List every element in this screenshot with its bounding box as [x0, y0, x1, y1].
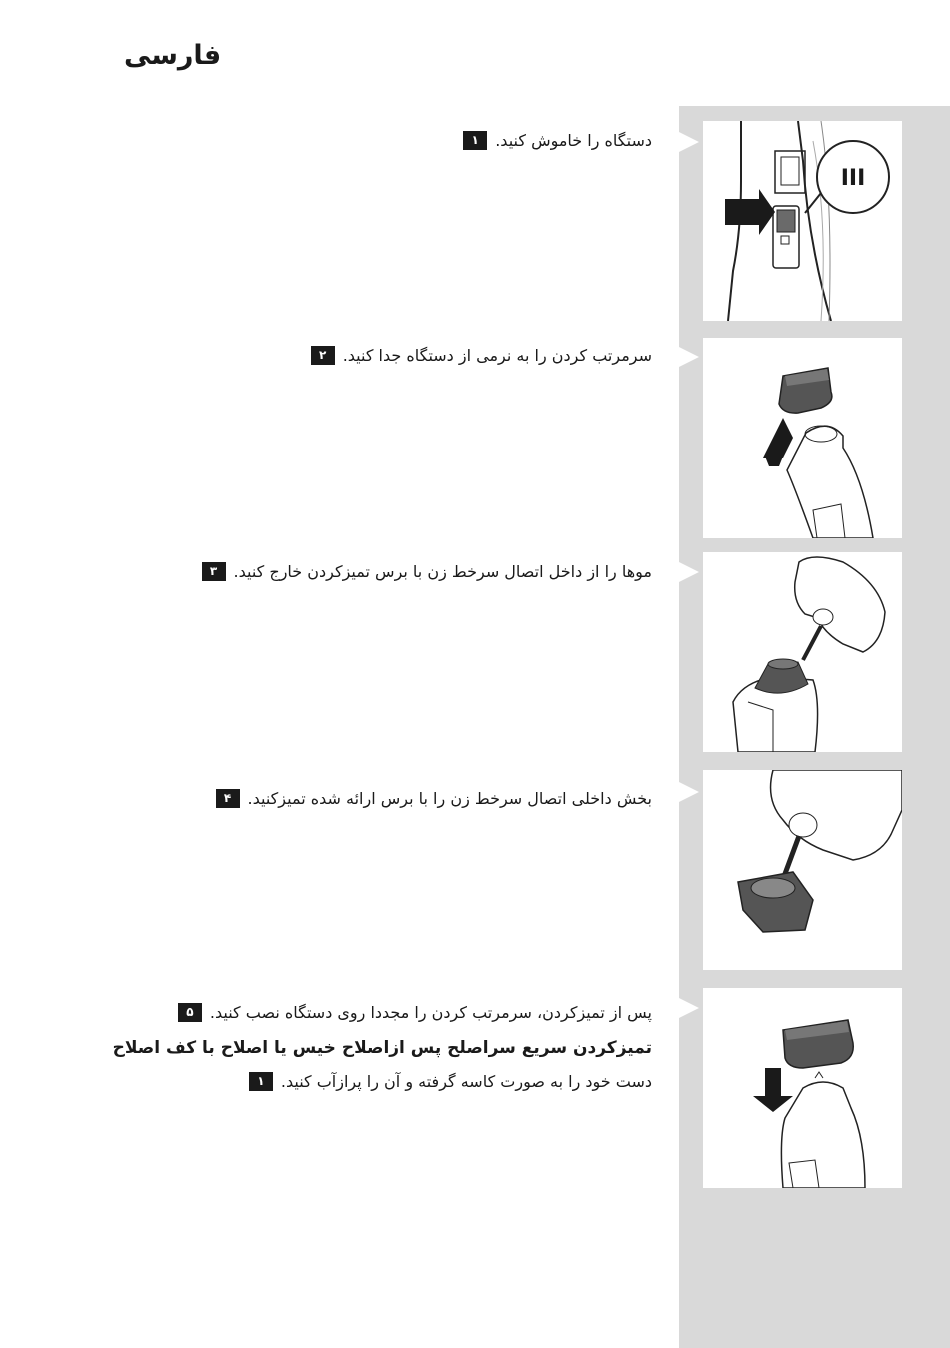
step-number: ۱ — [249, 1072, 273, 1091]
step-text: دستگاه را خاموش کنید. — [495, 131, 652, 150]
sub-step-1 — [249, 1072, 652, 1091]
illustration-switch-off — [703, 121, 902, 321]
illustration-clean-comb — [703, 770, 902, 970]
step-1 — [463, 131, 652, 150]
step-text: سرمرتب کردن را به نرمی از دستگاه جدا کنید. — [342, 346, 652, 365]
panel-pointer — [679, 562, 699, 582]
step-text: دست خود را به صورت کاسه گرفته و آن را پرازآب کنید. — [280, 1072, 652, 1091]
step-number: ۴ — [216, 789, 240, 808]
panel-pointer — [679, 998, 699, 1018]
page-title: فارسی — [124, 40, 222, 71]
step-number: ۲ — [311, 346, 335, 365]
step-text: بخش داخلی اتصال سرخط زن را با برس ارائه شده تمیزکنید. — [247, 789, 652, 808]
step-3 — [202, 562, 652, 581]
step-text: موها را از داخل اتصال سرخط زن با برس تمیزکردن خارج کنید. — [233, 562, 652, 581]
step-number: ۱ — [463, 131, 487, 150]
step-number: ۳ — [202, 562, 226, 581]
panel-pointer — [679, 132, 699, 152]
panel-pointer — [679, 347, 699, 367]
switch-label: III — [840, 166, 866, 191]
step-5 — [178, 1003, 652, 1022]
illustration-attach-comb — [703, 988, 902, 1188]
section-heading: تمیزکردن سریع سراصلح پس ازاصلاح خیس یا اصلاح با کف اصلاح — [112, 1038, 652, 1058]
step-text: پس از تمیزکردن، سرمرتب کردن را مجددا روی دستگاه نصب کنید. — [209, 1003, 652, 1022]
step-4 — [216, 789, 652, 808]
illustration-remove-comb — [703, 338, 902, 538]
step-2 — [311, 346, 652, 365]
panel-pointer — [679, 782, 699, 802]
illustration-brush-hair — [703, 552, 902, 752]
step-number: ۵ — [178, 1003, 202, 1022]
